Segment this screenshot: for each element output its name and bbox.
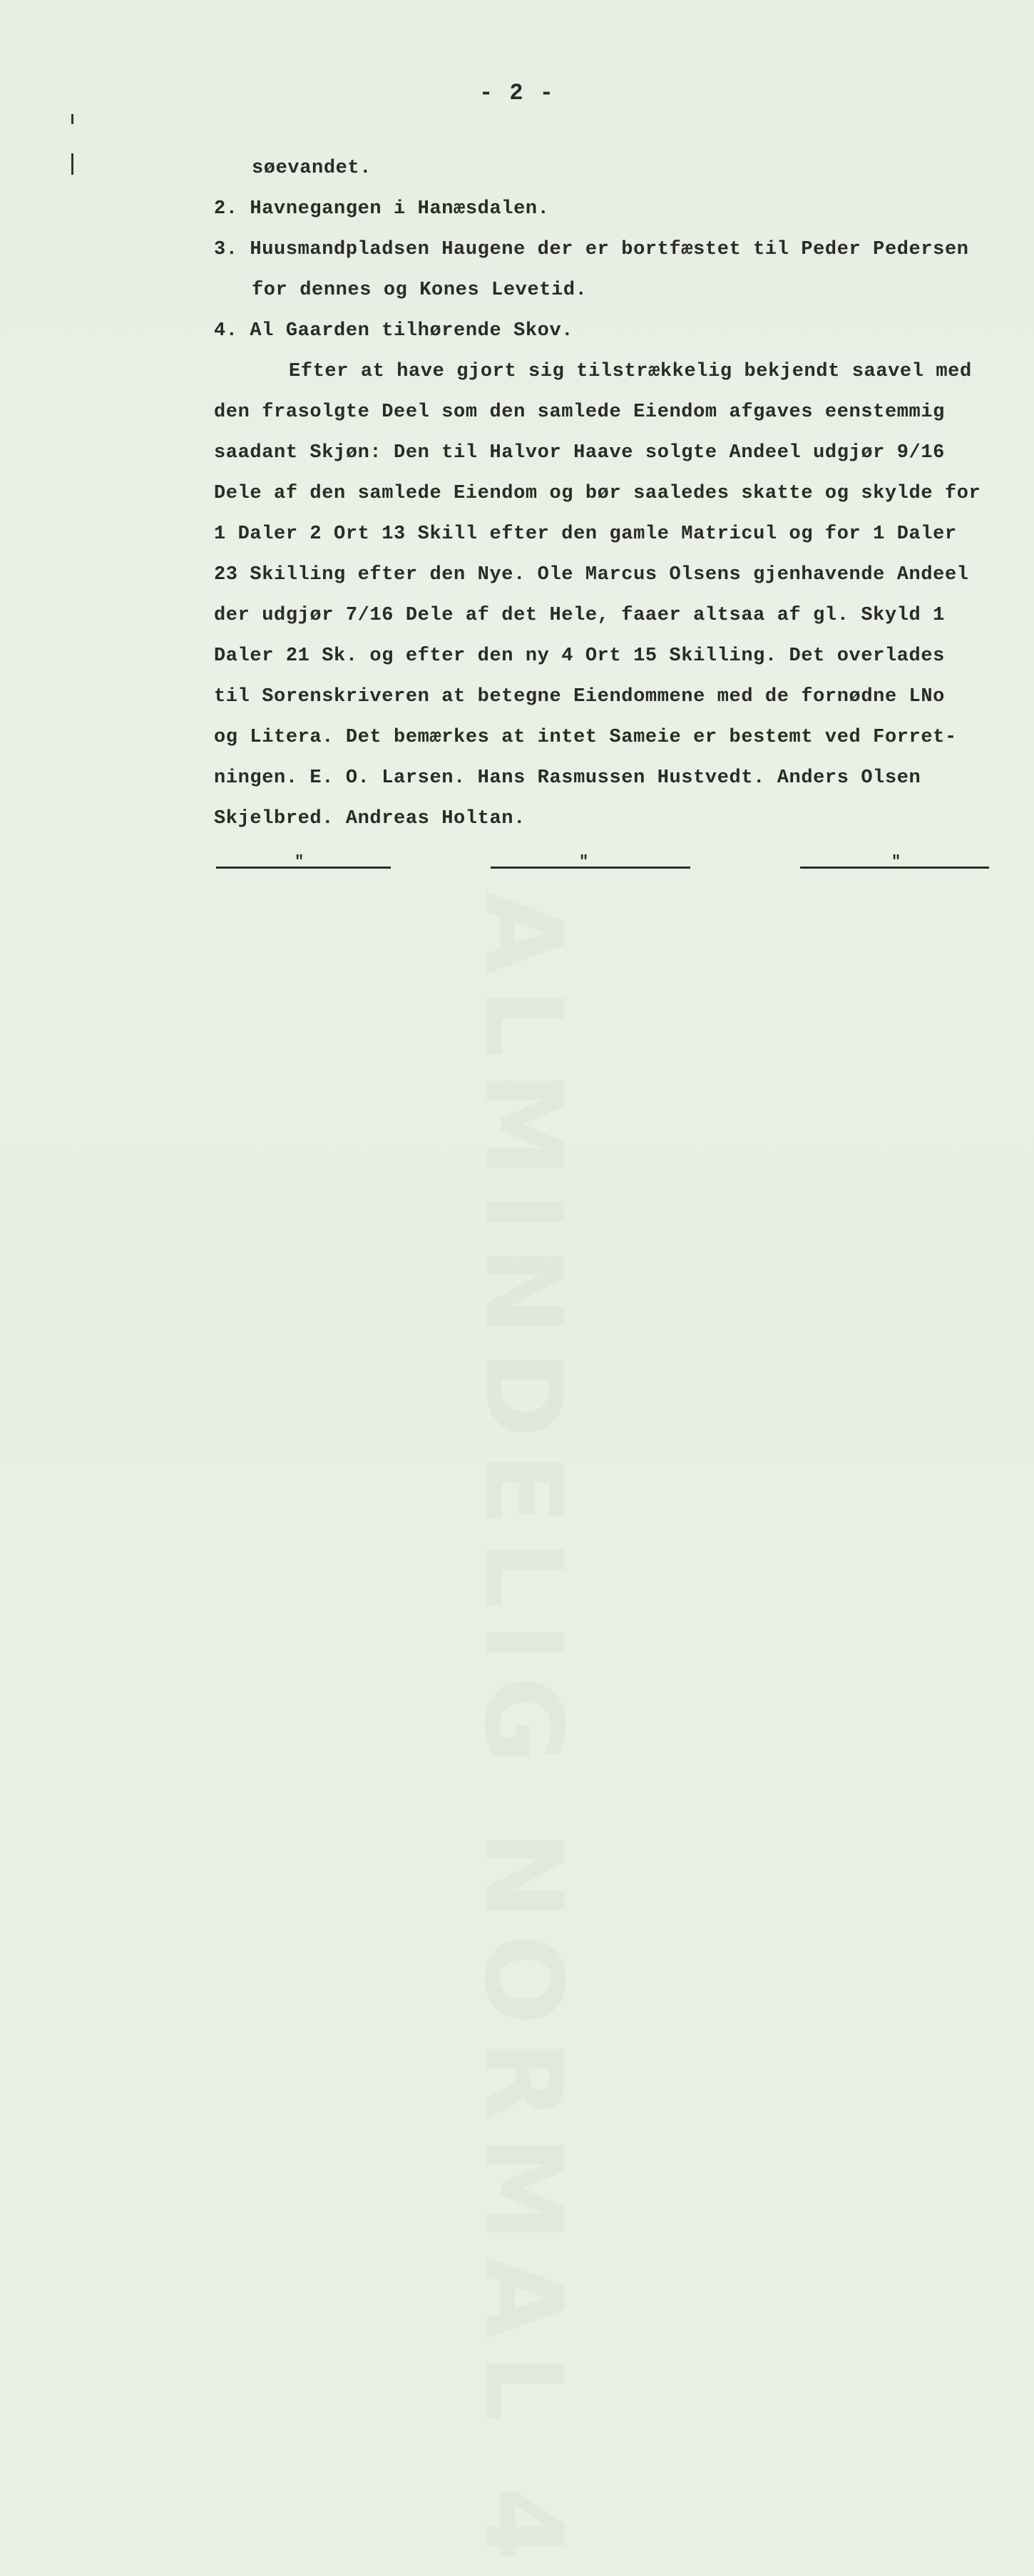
ditto-mark: "	[891, 853, 901, 871]
text-line: den frasolgte Deel som den samlede Eiendom afgaves eenstemmig	[214, 402, 945, 423]
page-number: - 2 -	[478, 80, 555, 106]
closing-rule-center	[491, 867, 690, 869]
edge-mark-top	[71, 114, 73, 124]
text-line: saadant Skjøn: Den til Halvor Haave solgte Andeel udgjør 9/16	[214, 442, 945, 464]
text-line: Daler 21 Sk. og efter den ny 4 Ort 15 Skilling. Det overlades	[214, 645, 945, 667]
ditto-mark: "	[579, 853, 589, 871]
text-line: ningen. E. O. Larsen. Hans Rasmussen Hustvedt. Anders Olsen	[214, 767, 921, 789]
edge-mark-bottom	[71, 153, 73, 175]
text-line: 4. Al Gaarden tilhørende Skov.	[214, 320, 574, 342]
text-line: for dennes og Kones Levetid.	[252, 280, 588, 301]
text-line: Efter at have gjort sig tilstrækkelig bekjendt saavel med	[289, 361, 972, 382]
text-line: 1 Daler 2 Ort 13 Skill efter den gamle Matricul og for 1 Daler	[214, 523, 957, 545]
text-line: der udgjør 7/16 Dele af det Hele, faaer altsaa af gl. Skyld 1	[214, 605, 945, 626]
text-line: 2. Havnegangen i Hanæsdalen.	[214, 198, 550, 220]
text-line: til Sorenskriveren at betegne Eiendommene med de fornødne LNo	[214, 686, 945, 707]
text-line: søevandet.	[252, 158, 372, 179]
text-line: Skjelbred. Andreas Holtan.	[214, 808, 526, 829]
text-line: 3. Huusmandpladsen Haugene der er bortfæstet til Peder Pedersen	[214, 239, 969, 260]
text-line: og Litera. Det bemærkes at intet Sameie er bestemt ved Forret-	[214, 727, 957, 748]
ditto-mark: "	[295, 853, 304, 871]
text-line: Dele af den samlede Eiendom og bør saaledes skatte og skylde for	[214, 483, 981, 504]
watermark	[461, 891, 585, 2576]
text-line: 23 Skilling efter den Nye. Ole Marcus Olsens gjenhavende Andeel	[214, 564, 969, 586]
